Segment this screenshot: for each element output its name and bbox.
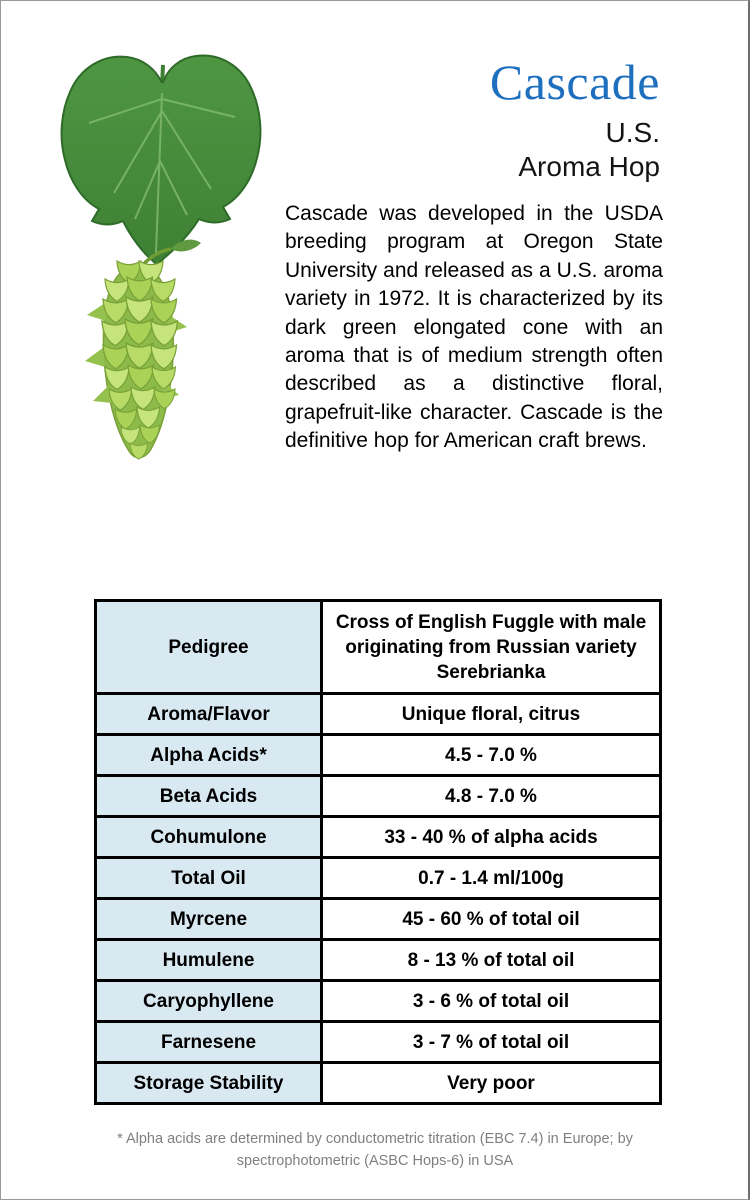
table-row <box>96 601 661 694</box>
footnote: * Alpha acids are determined by conductometric titration (EBC 7.4) in Europe; by spectrophotometric (ASBC Hops-6) in USA <box>117 1131 633 1169</box>
table-row <box>96 1022 661 1063</box>
spec-value: 45 - 60 % of total oil <box>322 899 661 940</box>
table-row <box>96 940 661 981</box>
spec-label: Beta Acids <box>96 776 322 817</box>
page-title: Cascade <box>489 54 660 110</box>
spec-label: Total Oil <box>96 858 322 899</box>
spec-value: Cross of English Fuggle with male originating from Russian variety Serebrianka <box>322 601 661 694</box>
spec-value: 3 - 7 % of total oil <box>322 1022 661 1063</box>
spec-label: Farnesene <box>96 1022 322 1063</box>
table-row <box>96 858 661 899</box>
spec-value: 33 - 40 % of alpha acids <box>322 817 661 858</box>
origin-label: U.S. <box>605 117 660 148</box>
specs-table <box>94 599 662 1105</box>
spec-value: 8 - 13 % of total oil <box>322 940 661 981</box>
table-row <box>96 817 661 858</box>
spec-value: 4.8 - 7.0 % <box>322 776 661 817</box>
spec-label: Pedigree <box>96 601 322 694</box>
spec-label: Alpha Acids* <box>96 735 322 776</box>
table-row <box>96 899 661 940</box>
spec-value: Very poor <box>322 1063 661 1104</box>
description-paragraph: Cascade was developed in the USDA breeding program at Oregon State University and released as a U.S. aroma variety in 1972. It is characterized by its dark green elongated cone with an aroma that is of medium strength often described as a distinctive floral, grapefruit-like character. Cascade is the definitive hop for American craft brews. <box>285 202 663 453</box>
hop-cone-icon <box>85 240 201 460</box>
table-row <box>96 1063 661 1104</box>
spec-value: Unique floral, citrus <box>322 694 661 735</box>
hop-type-label: Aroma Hop <box>518 151 660 182</box>
spec-label: Myrcene <box>96 899 322 940</box>
spec-label: Humulene <box>96 940 322 981</box>
spec-label: Caryophyllene <box>96 981 322 1022</box>
table-row <box>96 694 661 735</box>
spec-label: Cohumulone <box>96 817 322 858</box>
spec-label: Storage Stability <box>96 1063 322 1104</box>
spec-value: 4.5 - 7.0 % <box>322 735 661 776</box>
header <box>490 53 660 184</box>
table-row <box>96 981 661 1022</box>
spec-label: Aroma/Flavor <box>96 694 322 735</box>
hop-plant-image <box>59 51 274 466</box>
table-row <box>96 735 661 776</box>
table-row <box>96 776 661 817</box>
hop-leaf-icon <box>62 56 261 265</box>
spec-value: 0.7 - 1.4 ml/100g <box>322 858 661 899</box>
spec-value: 3 - 6 % of total oil <box>322 981 661 1022</box>
